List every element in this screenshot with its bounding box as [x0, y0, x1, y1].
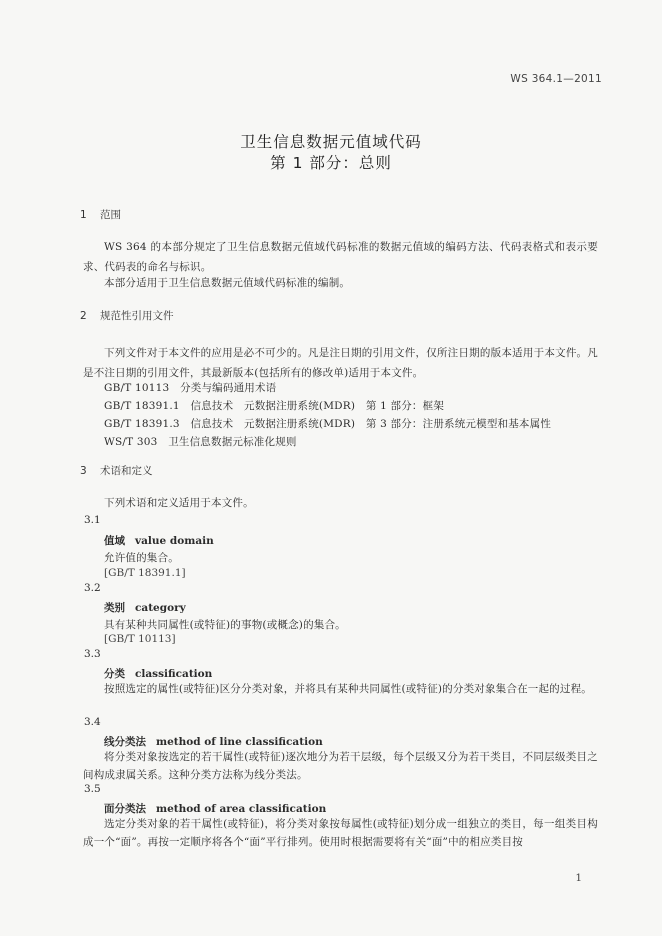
section-3-intro: 下列术语和定义适用于本文件。 — [104, 497, 254, 509]
section-3-heading — [80, 463, 153, 478]
section-title: 范围 — [100, 209, 121, 221]
section-1-heading — [80, 207, 121, 222]
term-chinese: 线分类法 — [104, 736, 146, 748]
section-number: 1 — [80, 209, 87, 221]
term-number: 3.1 — [84, 514, 101, 526]
document-title: 卫生信息数据元值域代码 — [240, 133, 422, 151]
term-number: 3.2 — [84, 582, 101, 594]
term-definition: 将分类对象按选定的若干属性(或特征)逐次地分为若干层级，每个层级又分为若干类目，不同层级类目之间构成隶属关系。这种分类方法称为线分类法。 — [83, 751, 598, 781]
term-title — [104, 734, 323, 749]
term-chinese: 面分类法 — [104, 803, 146, 815]
term-number: 3.4 — [84, 716, 101, 728]
term-chinese: 值域 — [104, 535, 125, 547]
term-reference: [GB/T 18391.1] — [104, 567, 186, 579]
section-title: 术语和定义 — [100, 465, 153, 477]
term-number: 3.5 — [84, 783, 101, 795]
section-number: 2 — [80, 310, 87, 322]
document-subtitle: 第 1 部分：总则 — [270, 154, 392, 172]
section-1-paragraph-2: 本部分适用于卫生信息数据元值域代码标准的编制。 — [104, 277, 351, 289]
term-english: value domain — [135, 535, 214, 547]
normative-reference: GB/T 18391.3 信息技术 元数据注册系统(MDR) 第 3 部分：注册系统元模型和基本属性 — [104, 418, 552, 430]
term-definition: 选定分类对象的若干属性(或特征)，将分类对象按每属性(或特征)划分成一组独立的类目，每一组类目构成一个“面”。再按一定顺序将各个“面”平行排列。使用时根据需要将有关“面”中的相应类目按 — [83, 818, 598, 848]
term-definition: 按照选定的属性(或特征)区分分类对象，并将具有某种共同属性(或特征)的分类对象集合在一起的过程。 — [104, 683, 592, 695]
term-title — [104, 533, 214, 548]
section-1-paragraph-1: WS 364 的本部分规定了卫生信息数据元值域代码标准的数据元值域的编码方法、代码表格式和表示要求、代码表的命名与标识。 — [83, 241, 598, 273]
normative-reference: GB/T 10113 分类与编码通用术语 — [104, 382, 277, 394]
term-title — [104, 600, 186, 615]
term-definition: 允许值的集合。 — [104, 552, 179, 564]
term-title — [104, 801, 326, 816]
normative-reference: GB/T 18391.1 信息技术 元数据注册系统(MDR) 第 1 部分：框架 — [104, 400, 445, 412]
normative-reference: WS/T 303 卫生信息数据元标准化规则 — [104, 436, 297, 448]
term-english: method of area classification — [156, 803, 327, 815]
page-number: 1 — [575, 872, 582, 884]
term-number: 3.3 — [84, 648, 101, 660]
term-reference: [GB/T 10113] — [104, 633, 176, 645]
term-title — [104, 666, 212, 681]
term-english: method of line classification — [156, 736, 323, 748]
term-definition: 具有某种共同属性(或特征)的事物(或概念)的集合。 — [104, 619, 346, 631]
section-2-heading — [80, 308, 174, 323]
section-title: 规范性引用文件 — [100, 310, 174, 322]
standard-number: WS 364.1—2011 — [510, 73, 602, 85]
term-chinese: 分类 — [104, 668, 125, 680]
section-number: 3 — [80, 465, 87, 477]
term-english: classification — [135, 668, 213, 680]
term-chinese: 类别 — [104, 602, 125, 614]
term-english: category — [135, 602, 186, 614]
section-2-paragraph-1: 下列文件对于本文件的应用是必不可少的。凡是注日期的引用文件，仅所注日期的版本适用于本文件。凡是不注日期的引用文件，其最新版本(包括所有的修改单)适用于本文件。 — [83, 347, 598, 379]
